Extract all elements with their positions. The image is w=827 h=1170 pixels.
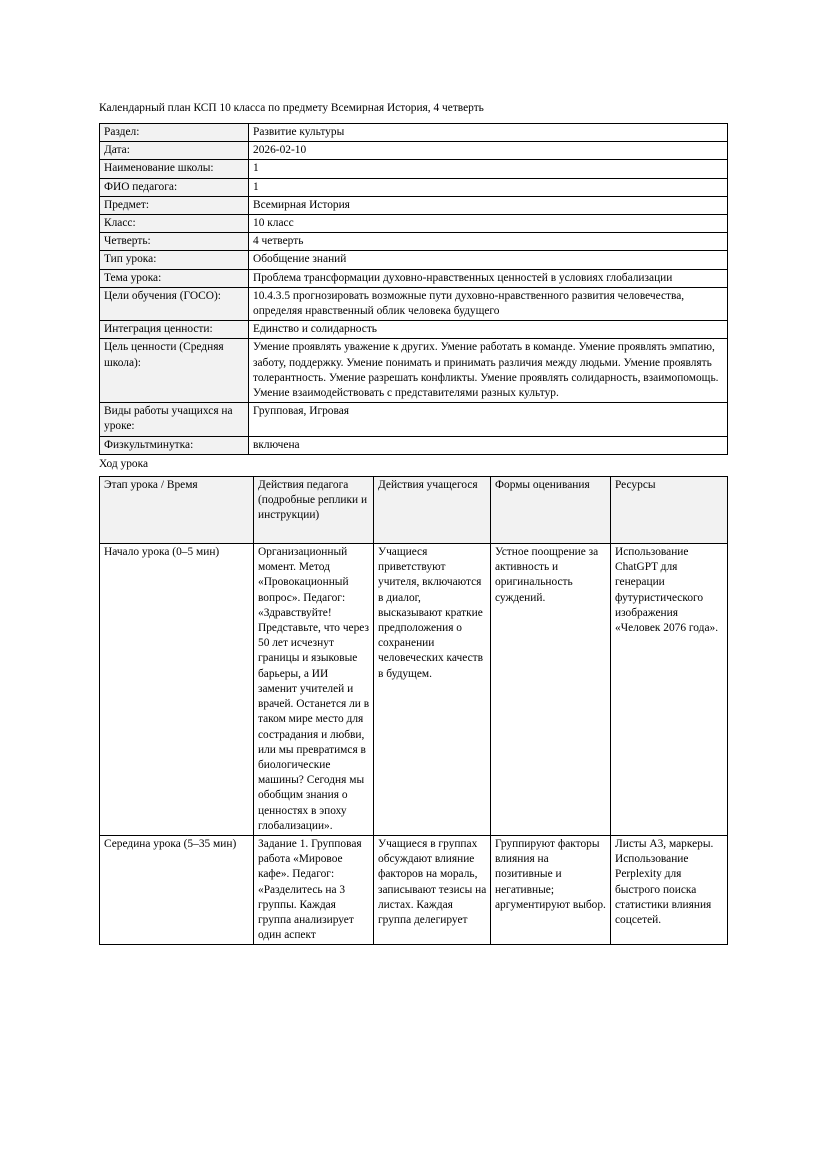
info-value-goals: 10.4.3.5 прогнозировать возможные пути духовно-нравственного развития человечества, определяя нравственный облик человека будущего — [249, 287, 728, 320]
info-label-goals: Цели обучения (ГОСО): — [100, 287, 249, 320]
info-label-value-integration: Интеграция ценности: — [100, 321, 249, 339]
info-value-lesson-type: Обобщение знаний — [249, 251, 728, 269]
column-header-stage: Этап урока / Время — [100, 477, 254, 544]
info-label-topic: Тема урока: — [100, 269, 249, 287]
cell-resources: Листы А3, маркеры. Использование Perplexity для быстрого поиска статистики влияния соцсетей. — [611, 835, 728, 944]
lesson-flow-table — [99, 476, 728, 945]
cell-teacher-actions: Организационный момент. Метод «Провокационный вопрос». Педагог: «Здравствуйте! Представьте, что через 50 лет исчезнут границы и языковые барьеры, а ИИ заменит учителей и врачей. Останется ли в таком мире место для сострадания и любви, или мы превратимся в биологические машины? Сегодня мы обобщим знания о ценностях в эпоху глобализации». — [254, 544, 374, 836]
info-label-school: Наименование школы: — [100, 160, 249, 178]
info-value-topic: Проблема трансформации духовно-нравственных ценностей в условиях глобализации — [249, 269, 728, 287]
info-value-quarter: 4 четверть — [249, 233, 728, 251]
table-row — [100, 403, 728, 436]
table-row — [100, 321, 728, 339]
column-header-resources: Ресурсы — [611, 477, 728, 544]
info-value-physical-break: включена — [249, 436, 728, 454]
lesson-flow-table-head — [100, 477, 728, 544]
info-label-razdel: Раздел: — [100, 124, 249, 142]
info-value-subject: Всемирная История — [249, 196, 728, 214]
cell-stage: Середина урока (5–35 мин) — [100, 835, 254, 944]
lesson-info-table-body — [100, 124, 728, 455]
table-row — [100, 835, 728, 944]
section-caption-lesson-flow: Ход урока — [99, 457, 149, 470]
table-row — [100, 124, 728, 142]
info-label-quarter: Четверть: — [100, 233, 249, 251]
table-header-row — [100, 477, 728, 544]
table-row — [100, 436, 728, 454]
info-label-lesson-type: Тип урока: — [100, 251, 249, 269]
table-row — [100, 142, 728, 160]
info-value-data: 2026-02-10 — [249, 142, 728, 160]
info-value-value-integration: Единство и солидарность — [249, 321, 728, 339]
table-row — [100, 178, 728, 196]
info-value-work-types: Групповая, Игровая — [249, 403, 728, 436]
page-title: Календарный план КСП 10 класса по предмету Всемирная История, 4 четверть — [99, 102, 484, 114]
cell-student-actions: Учащиеся приветствуют учителя, включаются в диалог, высказывают краткие предположения о сохранении человеческих качеств в будущем. — [374, 544, 491, 836]
info-label-teacher: ФИО педагога: — [100, 178, 249, 196]
info-value-teacher: 1 — [249, 178, 728, 196]
table-row — [100, 287, 728, 320]
table-row — [100, 339, 728, 403]
info-value-razdel: Развитие культуры — [249, 124, 728, 142]
info-label-class: Класс: — [100, 215, 249, 233]
table-row — [100, 269, 728, 287]
cell-resources: Использование ChatGPT для генерации футуристического изображения «Человек 2076 года». — [611, 544, 728, 836]
info-label-physical-break: Физкультминутка: — [100, 436, 249, 454]
column-header-assessment-forms: Формы оценивания — [491, 477, 611, 544]
info-value-class: 10 класс — [249, 215, 728, 233]
cell-student-actions: Учащиеся в группах обсуждают влияние факторов на мораль, записывают тезисы на листах. Каждая группа делегирует — [374, 835, 491, 944]
info-value-school: 1 — [249, 160, 728, 178]
info-label-value-goal: Цель ценности (Средняя школа): — [100, 339, 249, 403]
cell-stage: Начало урока (0–5 мин) — [100, 544, 254, 836]
lesson-flow-table-body — [100, 544, 728, 945]
document-content — [99, 101, 727, 945]
column-header-teacher-actions: Действия педагога (подробные реплики и инструкции) — [254, 477, 374, 544]
cell-assessment-forms: Устное поощрение за активность и оригинальность суждений. — [491, 544, 611, 836]
cell-assessment-forms: Группируют факторы влияния на позитивные и негативные; аргументируют выбор. — [491, 835, 611, 944]
info-label-work-types: Виды работы учащихся на уроке: — [100, 403, 249, 436]
table-row — [100, 544, 728, 836]
info-label-subject: Предмет: — [100, 196, 249, 214]
column-header-student-actions: Действия учащегося — [374, 477, 491, 544]
info-label-data: Дата: — [100, 142, 249, 160]
table-row — [100, 233, 728, 251]
table-row — [100, 196, 728, 214]
cell-teacher-actions: Задание 1. Групповая работа «Мировое кафе». Педагог: «Разделитесь на 3 группы. Каждая группа анализирует один аспект — [254, 835, 374, 944]
page-content-clip — [99, 101, 729, 1092]
lesson-info-table — [99, 123, 728, 455]
info-value-value-goal: Умение проявлять уважение к других. Умение работать в команде. Умение проявлять эмпатию, заботу, поддержку. Умение понимать и принимать различия между людьми. Умение проявлять толерантность. Умение разрешать конфликты. Умение проявлять солидарность, взаимопомощь. Умение взаимодействовать с представителями разных культур. — [249, 339, 728, 403]
table-row — [100, 160, 728, 178]
table-row — [100, 215, 728, 233]
table-row — [100, 251, 728, 269]
